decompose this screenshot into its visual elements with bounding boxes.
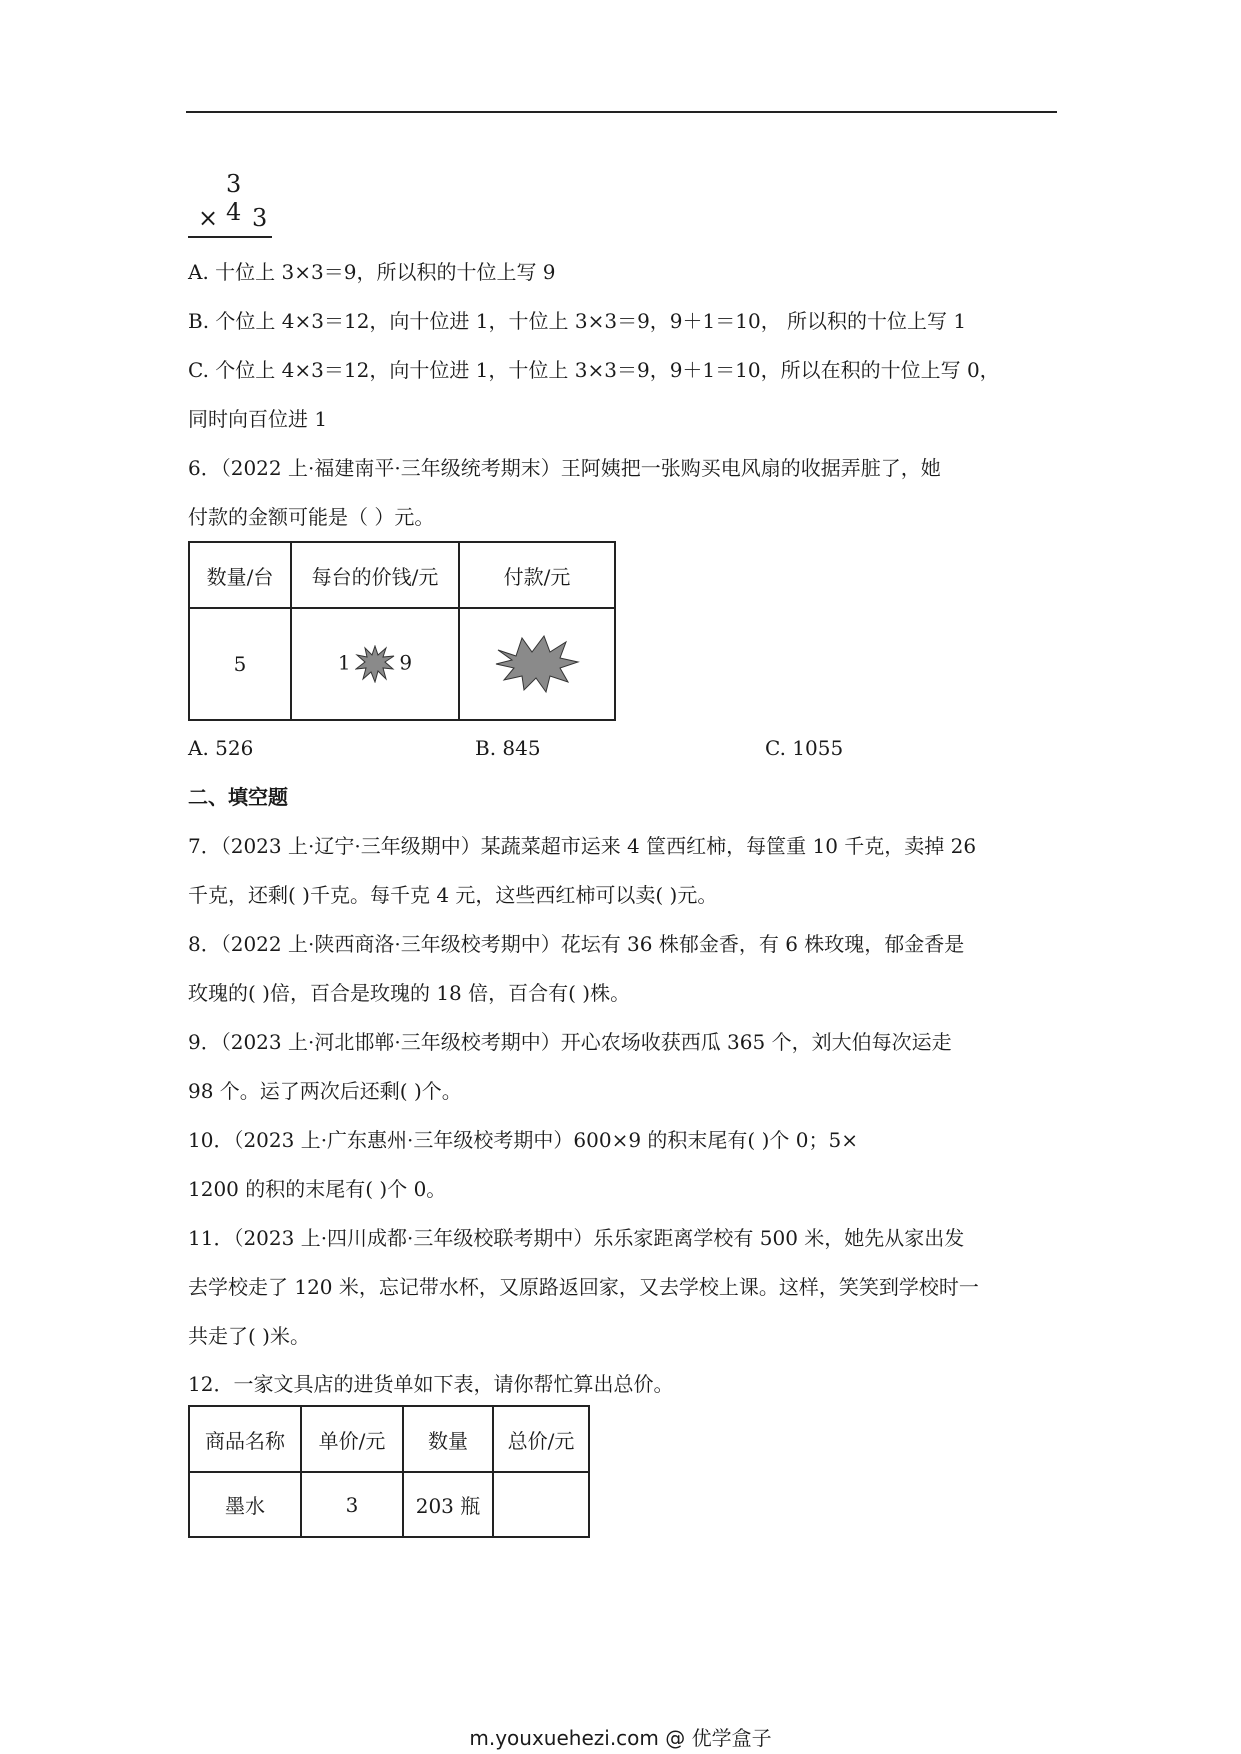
stain-icon	[494, 630, 580, 694]
q11-line3: 共走了( )米。	[188, 1324, 310, 1348]
q5-option-c: C. 个位上 4×3＝12，向十位进 1，十位上 3×3＝9，9＋1＝10，所以在积的十位上写 0，	[188, 358, 1000, 382]
q6-option-a: A. 526	[188, 736, 254, 760]
q8-line1: 8．（2022 上·陕西商洛·三年级校考期中）花坛有 36 株郁金香，有 6 株玫瑰，郁金香是	[188, 932, 965, 956]
receipt-table	[188, 541, 616, 721]
q7-line1: 7．（2023 上·辽宁·三年级期中）某蔬菜超市运来 4 筐西红柿，每筐重 10 千克，卖掉 26	[188, 834, 977, 858]
q6-line2: 付款的金额可能是（ ）元。	[188, 505, 435, 529]
price-cell	[291, 608, 459, 720]
q6-option-b: B. 845	[475, 736, 541, 760]
q9-line2: 98 个。运了两次后还剩( )个。	[188, 1079, 462, 1103]
quantity-cell: 5	[189, 608, 291, 720]
multiplicand: 3 4	[226, 170, 250, 226]
payment-cell	[459, 608, 615, 720]
q7-line2: 千克，还剩( )千克。每千克 4 元，这些西红柿可以卖( )元。	[188, 883, 718, 907]
header-rule	[186, 111, 1057, 113]
q11-line1: 11．（2023 上·四川成都·三年级校联考期中）乐乐家距离学校有 500 米，她先从家出发	[188, 1226, 965, 1250]
unit-price-cell: 3	[301, 1472, 403, 1537]
q6-option-c: C. 1055	[765, 736, 844, 760]
col-item-header: 商品名称	[189, 1406, 301, 1472]
section-title: 二、填空题	[188, 785, 288, 809]
footer-watermark: m.youxuehezi.com @ 优学盒子	[469, 1726, 772, 1750]
quantity-cell: 203 瓶	[403, 1472, 493, 1537]
stain-icon	[355, 645, 395, 683]
item-cell: 墨水	[189, 1472, 301, 1537]
q5-option-a: A. 十位上 3×3＝9，所以积的十位上写 9	[188, 260, 556, 284]
q5-option-b: B. 个位上 4×3＝12，向十位进 1，十位上 3×3＝9，9＋1＝10， 所以积的十位上写 1	[188, 309, 967, 333]
times-sign: ×	[198, 204, 219, 232]
q8-line2: 玫瑰的( )倍，百合是玫瑰的 18 倍，百合有( )株。	[188, 981, 631, 1005]
stock-table	[188, 1405, 590, 1538]
multiplication-bar	[188, 236, 272, 238]
col-total-header: 总价/元	[493, 1406, 589, 1472]
q12-line1: 12．一家文具店的进货单如下表，请你帮忙算出总价。	[188, 1372, 674, 1396]
q9-line1: 9．（2023 上·河北邯郸·三年级校考期中）开心农场收获西瓜 365 个，刘大伯每次运走	[188, 1030, 952, 1054]
col-payment-header: 付款/元	[459, 542, 615, 608]
col-unit-price-header: 单价/元	[301, 1406, 403, 1472]
q10-line2: 1200 的积的末尾有( )个 0。	[188, 1177, 447, 1201]
price-right-digit: 9	[399, 650, 413, 675]
q11-line2: 去学校走了 120 米，忘记带水杯，又原路返回家，又去学校上课。这样，笑笑到学校时一	[188, 1275, 979, 1299]
q10-line1: 10．（2023 上·广东惠州·三年级校考期中）600×9 的积末尾有( )个 0；5×	[188, 1128, 858, 1152]
q5-option-c-cont: 同时向百位进 1	[188, 407, 328, 431]
col-price-header: 每台的价钱/元	[291, 542, 459, 608]
col-quantity-header: 数量/台	[189, 542, 291, 608]
total-cell	[493, 1472, 589, 1537]
q6-line1: 6．（2022 上·福建南平·三年级统考期末）王阿姨把一张购买电风扇的收据弄脏了，她	[188, 456, 941, 480]
multiplier: 3	[252, 204, 268, 232]
price-left-digit: 1	[337, 650, 351, 675]
col-quantity-header: 数量	[403, 1406, 493, 1472]
